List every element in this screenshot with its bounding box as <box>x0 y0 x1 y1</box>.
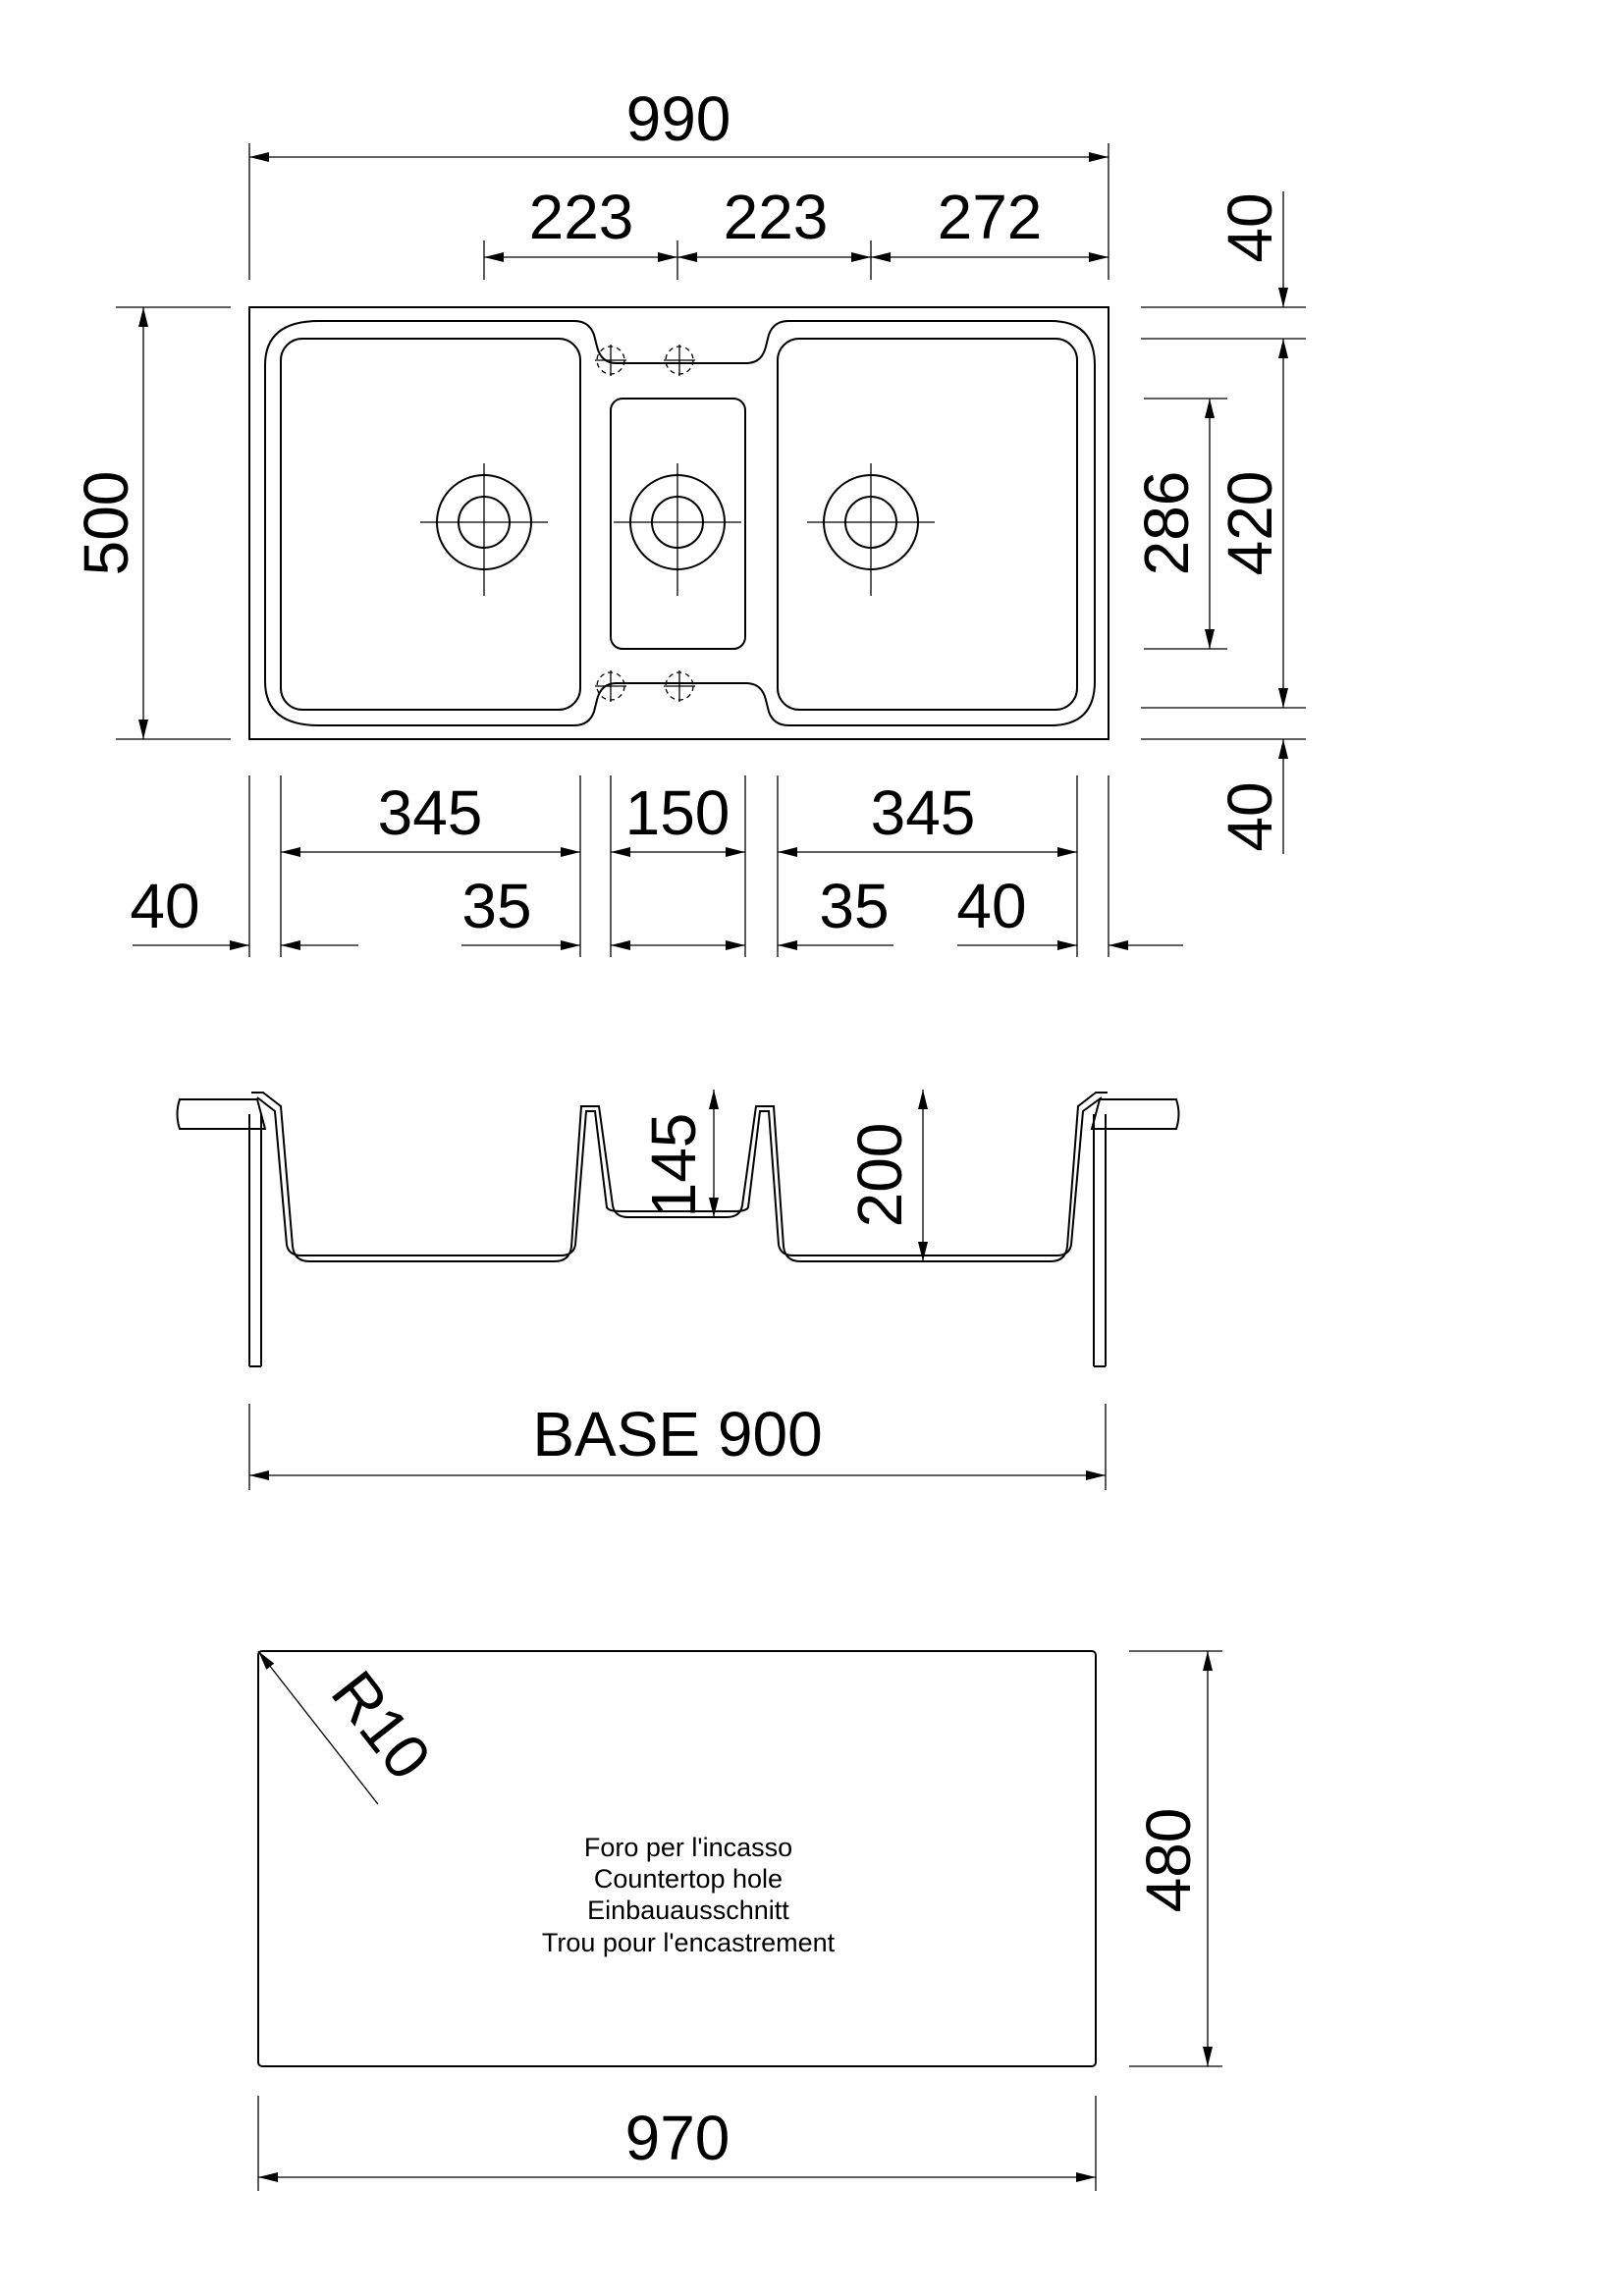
dim-offset-3: 35 <box>819 871 890 941</box>
dim-overall-width: 500 <box>71 470 141 576</box>
cutout-label-de: Einbauausschnitt <box>587 1896 789 1925</box>
dim-overall-length: 990 <box>625 83 731 154</box>
section-view <box>178 1090 1179 1490</box>
right-bowl <box>778 339 1077 710</box>
left-dimension <box>71 307 231 739</box>
dim-left-bowl-width: 345 <box>377 777 483 848</box>
top-view <box>71 83 1306 957</box>
dim-base: BASE 900 <box>532 1399 823 1469</box>
dim-segment-2: 223 <box>723 182 829 252</box>
dim-radius: R10 <box>317 1658 445 1792</box>
cutout-view <box>258 1651 1222 2191</box>
dim-right-bowl-width: 345 <box>870 777 976 848</box>
cutout-label-en: Countertop hole <box>593 1864 784 1894</box>
top-dimensions <box>249 83 1109 280</box>
dim-large-bowl-depth: 200 <box>844 1122 915 1228</box>
dim-segment-3: 272 <box>937 182 1043 252</box>
dim-bowl-depth: 420 <box>1215 470 1285 576</box>
cutout-label-fr: Trou pour l'encastrement <box>541 1928 836 1957</box>
dim-cutout-length: 970 <box>624 2103 730 2173</box>
left-bowl <box>281 339 580 710</box>
dim-drain-span: 286 <box>1131 470 1202 576</box>
bowl-contour <box>265 321 1095 725</box>
drain-left <box>420 463 548 596</box>
dim-right-top-margin: 40 <box>1215 192 1285 263</box>
cutout-label-it: Foro per l'incasso <box>583 1833 793 1862</box>
dim-offset-1: 40 <box>130 871 200 941</box>
dim-small-bowl-depth: 145 <box>638 1112 709 1218</box>
bottom-dimensions <box>130 775 1183 957</box>
dim-segment-1: 223 <box>528 182 634 252</box>
dim-center-bowl-width: 150 <box>624 777 730 848</box>
drain-center <box>614 463 741 596</box>
dim-offset-2: 35 <box>461 871 532 941</box>
dim-cutout-height: 480 <box>1133 1807 1204 1913</box>
dim-right-bottom-margin: 40 <box>1215 781 1285 852</box>
dim-offset-4: 40 <box>956 871 1027 941</box>
right-dimensions <box>1131 191 1306 854</box>
countertop-left <box>178 1099 266 1129</box>
drain-right <box>807 463 935 596</box>
